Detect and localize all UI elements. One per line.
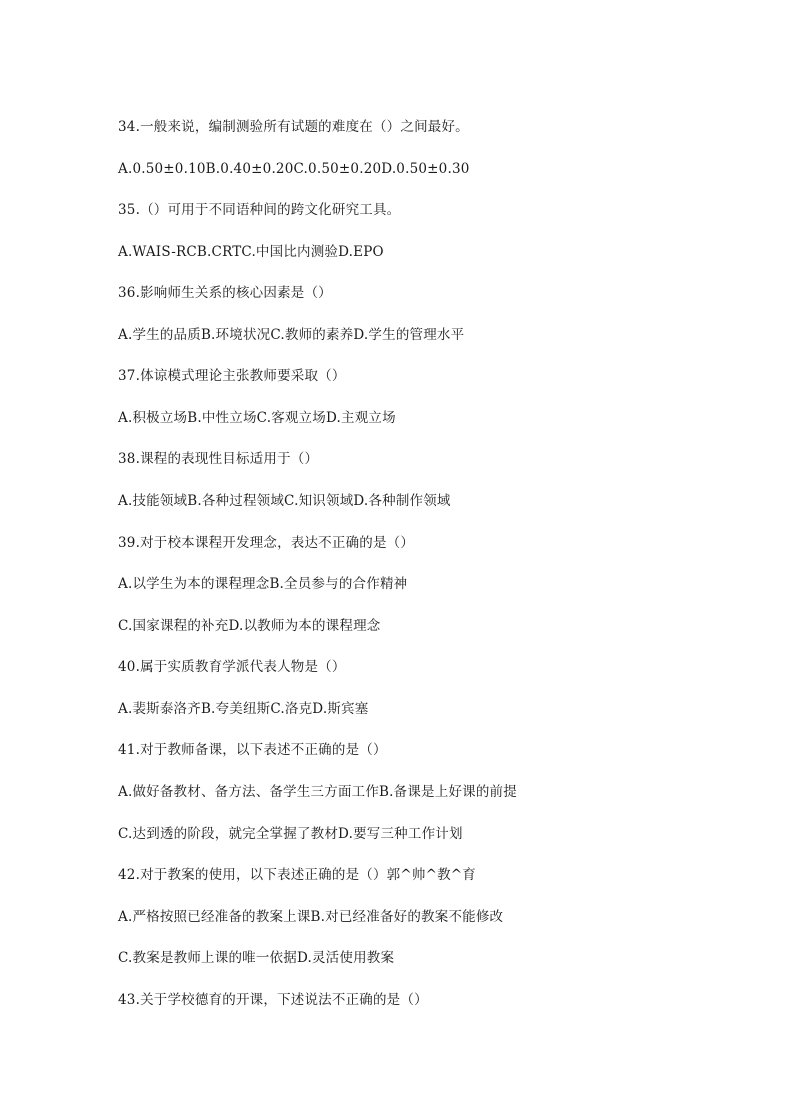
question-39: 39.对于校本课程开发理念，表达不正确的是（） [118, 535, 415, 551]
question-37-options: A.积极立场B.中性立场C.客观立场D.主观立场 [118, 410, 396, 426]
question-39-options-a: A.以学生为本的课程理念B.全员参与的合作精神 [118, 576, 408, 592]
question-34: 34.一般来说，编制测验所有试题的难度在（）之间最好。 [118, 119, 469, 135]
question-40: 40.属于实质教育学派代表人物是（） [118, 659, 346, 675]
question-40-options: A.裴斯泰洛齐B.夸美纽斯C.洛克D.斯宾塞 [118, 701, 369, 717]
question-41: 41.对于教师备课，以下表述不正确的是（） [118, 742, 387, 758]
question-36: 36.影响师生关系的核心因素是（） [118, 285, 332, 301]
question-41-options-b: C.达到透的阶段，就完全掌握了教材D.要写三种工作计划 [118, 826, 463, 842]
question-35-options: A.WAIS-RCB.CRTC.中国比内测验D.EPO [118, 244, 384, 260]
question-34-options: A.0.50±0.10B.0.40±0.20C.0.50±0.20D.0.50±0.30 [118, 161, 470, 177]
question-39-options-b: C.国家课程的补充D.以教师为本的课程理念 [118, 618, 381, 634]
question-35: 35.（）可用于不同语种间的跨文化研究工具。 [118, 202, 401, 218]
question-37: 37.体谅模式理论主张教师要采取（） [118, 368, 346, 384]
question-38-options: A.技能领域B.各种过程领域C.知识领域D.各种制作领域 [118, 493, 451, 509]
question-42-options-b: C.教案是教师上课的唯一依据D.灵活使用教案 [118, 950, 395, 966]
question-38: 38.课程的表现性目标适用于（） [118, 451, 319, 467]
question-36-options: A.学生的品质B.环境状况C.教师的素养D.学生的管理水平 [118, 327, 465, 343]
question-43: 43.关于学校德育的开课，下述说法不正确的是（） [118, 992, 428, 1008]
question-41-options-a: A.做好备教材、备方法、备学生三方面工作B.备课是上好课的前提 [118, 784, 517, 800]
question-42-options-a: A.严格按照已经准备的教案上课B.对已经准备好的教案不能修改 [118, 909, 504, 925]
question-42: 42.对于教案的使用，以下表述正确的是（）郭^帅^教^育 [118, 867, 477, 883]
